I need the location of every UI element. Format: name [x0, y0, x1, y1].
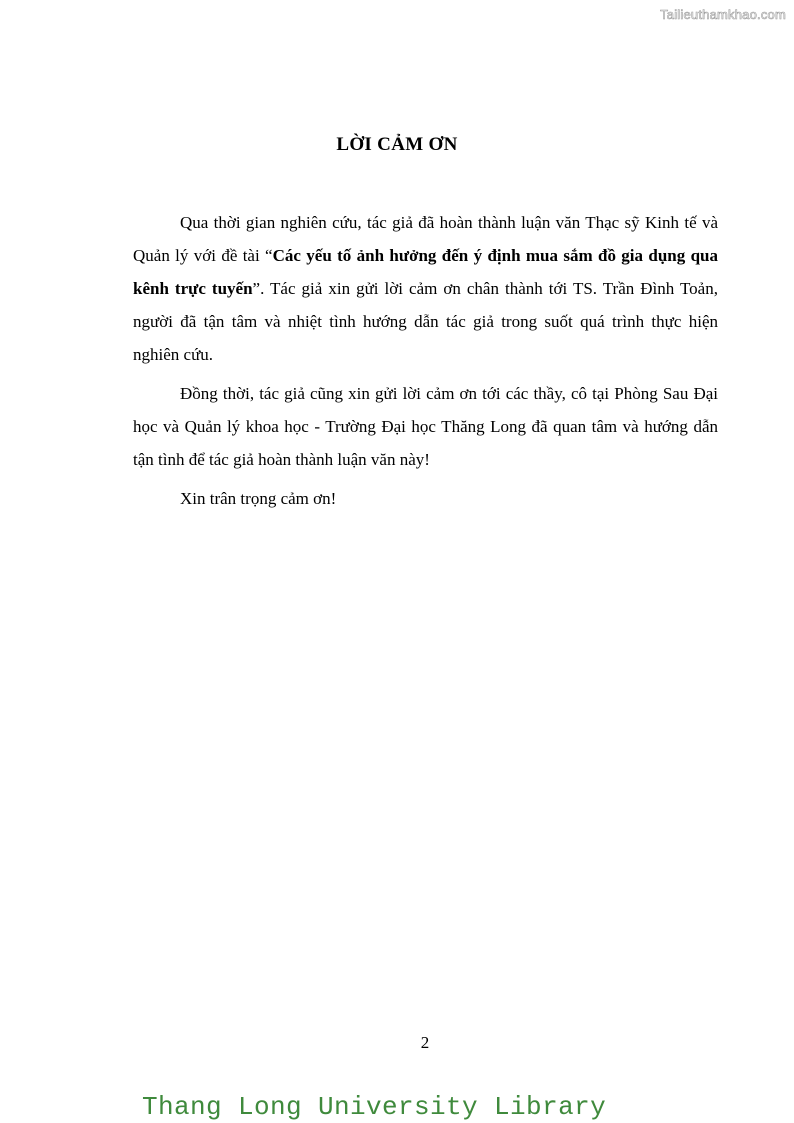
paragraph-3: Xin trân trọng cảm ơn! — [180, 489, 337, 508]
page-title: LỜI CẢM ƠN — [336, 134, 458, 155]
paragraph-1-rest: ”. Tác giả xin gửi lời cảm ơn chân thành tới TS. Trần Đình Toản, người đã tận tâm và nhiệt tình hướng dẫn tác giả trong suốt quá trình thực hiện nghiên cứu. — [133, 279, 718, 364]
page-number: 2 — [420, 1033, 430, 1052]
library-footer: Thang Long University Library — [142, 1092, 607, 1122]
paragraph-1-intro: Qua thời gian nghiên cứu, tác giả đã hoàn thành luận văn Thạc sỹ Kinh tế và Quản lý với đề tài “ — [133, 213, 718, 265]
watermark-text: Tailieuthamkhao.com — [660, 7, 786, 22]
paragraph-1 — [133, 206, 718, 371]
paragraph-2: Đồng thời, tác giả cũng xin gửi lời cảm ơn tới các thầy, cô tại Phòng Sau Đại học và Quản lý khoa học - Trường Đại học Thăng Long đã quan tâm và hướng dẫn tận tình để tác giả hoàn thành luận văn này! — [133, 384, 718, 469]
thesis-topic: Các yếu tố ảnh hưởng đến ý định mua sắm đồ gia dụng qua kênh trực tuyến — [133, 246, 718, 298]
acknowledgement-body — [133, 206, 718, 521]
